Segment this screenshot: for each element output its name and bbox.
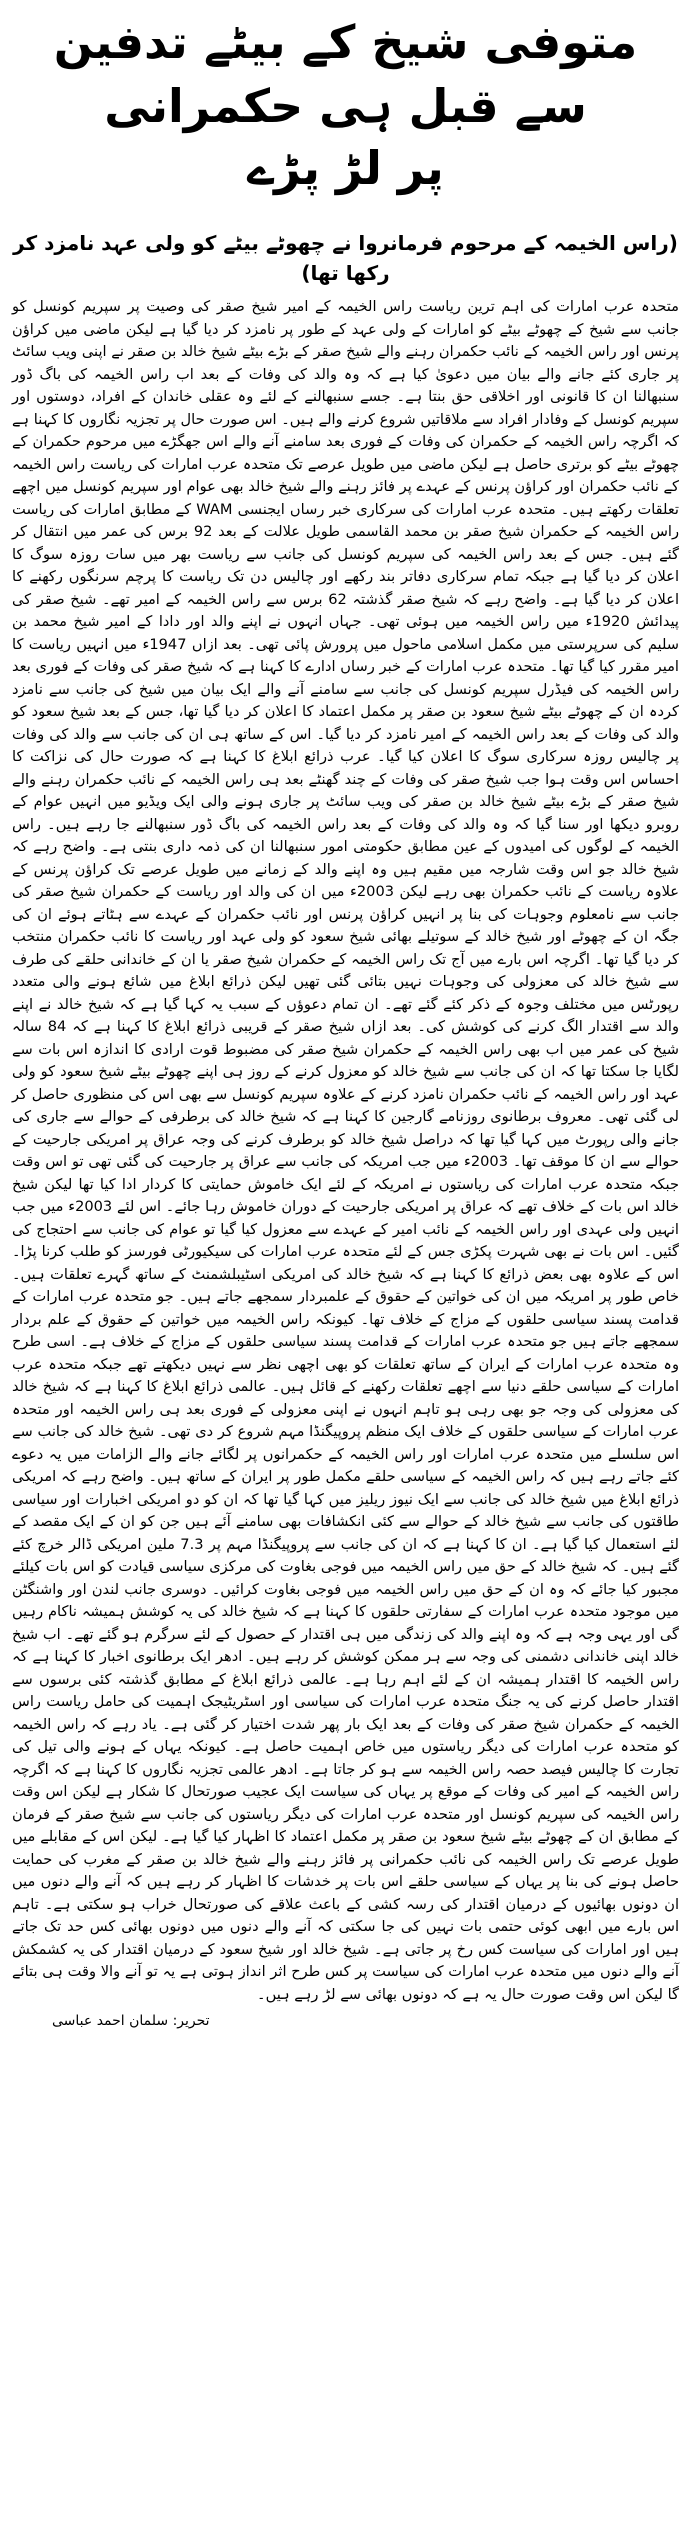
headline-line-1: متوفی شیخ کے بیٹے تدفین سے قبل ہی حکمرانی xyxy=(53,15,638,133)
article-paragraph: متحدہ عرب امارات کی اہم ترین ریاست راس الخیمہ کے امیر شیخ صقر کی وصیت پر سپریم کونسل کو جانب سے شیخ کے چھوٹے بیٹے کو امارات کے ولی عہد کے طور پر نامزد کر دیا گیا ہے لیکن ماضی میں کراؤن پرنس اور راس الخیمہ کے نائب حکمران رہنے والے شیخ صقر کے بڑے بیٹے شیخ خالد بن صقر نے اپنی ویب سائٹ پر جاری کئے جانے والے بیان میں دعویٰ کیا ہے کہ وہ والد کی وفات کے بعد اب راس الخیمہ کی باگ ڈور سنبھالنا ان کا قانونی اور اخلاقی حق بنتا ہے۔ جسے سنبھالنے کے لئے وہ عقلی خاندان کے افراد، دوستوں اور سپریم کونسل کے وفادار افراد سے ملاقاتیں شروع کرنے والے ہیں۔ اس صورت حال پر تجزیہ نگاروں کا کہنا ہے کہ اگرچہ راس الخیمہ کے حکمران کی وفات کے فوری بعد سامنے آنے والے اس جھگڑے میں مرحوم حکمران کے چھوٹے بیٹے کو برتری حاصل ہے لیکن ماضی میں طویل عرصے تک متحدہ عرب امارات کی ریاست راس الخیمہ کے نائب حکمران اور کراؤن پرنس کے عہدے پر فائز رہنے والے شیخ خالد بھی عوام اور سپریم کونسل میں اچھے تعلقات رکھتے ہیں۔ متحدہ عرب امارات کی سرکاری خبر رساں ایجنسی WAM کے مطابق امارات کی ریاست راس الخیمہ کے حکمران شیخ صقر بن محمد القاسمی طویل علالت کے بعد 92 برس کی عمر میں انتقال کر گئے ہیں۔ جس کے بعد راس الخیمہ کی سپریم کونسل کی جانب سے ریاست بھر میں سات روزہ سوگ کا اعلان کر دیا گیا ہے جبکہ تمام سرکاری دفاتر بند رکھے اور چالیس دن تک ریاست کا پرچم سرنگوں رکھنے کا اعلان کر دیا گیا ہے۔ واضح رہے کہ شیخ صقر گذشتہ 62 برس سے راس الخیمہ کے امیر تھے۔ شیخ صقر کی پیدائش 1920ء میں راس الخیمہ میں ہوئی تھی۔ جہاں انہوں نے اپنے والد اور دادا کے امیر شیخ محمد بن سلیم کی سرپرستی میں مکمل اسلامی ماحول میں پرورش پائی تھی۔ بعد ازاں 1947ء میں انہیں ریاست کا امیر مقرر کیا گیا تھا۔ متحدہ عرب امارات کے خبر رساں ادارے کا کہنا ہے کہ شیخ صقر کی وفات کے فوری بعد راس الخیمہ کی فیڈرل سپریم کونسل کی جانب سے سامنے آنے والے ایک بیان میں شیخ کی جانب سے نامزد کردہ ان کے چھوٹے بیٹے شیخ سعود بن صقر پر مکمل اعتماد کا اعلان کر دیا گیا تھا، جس کے بعد شیخ سعود کو والد کی وفات کے بعد راس الخیمہ کے امیر نامزد کر دیا گیا۔ اس کے ساتھ ہی ان کی جانب سے والد کی وفات پر چالیس روزہ سرکاری سوگ کا اعلان کیا گیا۔ عرب ذرائع ابلاغ کا کہنا ہے کہ صورت حال کی نزاکت کا احساس اس وقت ہوا جب شیخ صقر کی وفات کے چند گھنٹے بعد ہی راس الخیمہ کے نائب حکمران رہنے والے شیخ صقر کے بڑے بیٹے شیخ خالد بن صقر کی ویب سائٹ پر جاری ہونے والی ایک ویڈیو میں انہیں عوام کے روبرو دیکھا اور سنا گیا کہ وہ والد کی وفات کے بعد راس الخیمہ کی باگ ڈور سنبھالنے جا رہے ہیں۔ راس الخیمہ کے لوگوں کی امیدوں کے عین مطابق حکومتی امور سنبھالنا ان کی ذمہ داری بنتی ہے۔ واضح رہے کہ شیخ خالد جو اس وقت شارجہ میں مقیم ہیں وہ اپنے والد کے زمانے میں طویل عرصے تک کراؤن پرنس کے علاوہ ریاست کے نائب حکمران بھی رہے لیکن 2003ء میں ان کی والد اور ریاست کے حکمران شیخ صقر کی جانب سے نامعلوم وجوہات کی بنا پر انہیں کراؤن پرنس اور نائب حکمران کے عہدے سے ہٹاتے ہوئے ان کی جگہ ان کے چھوٹے اور شیخ خالد کے سوتیلے بھائی شیخ سعود کو ولی عہد اور ریاست کا نائب حکمران منتخب کر دیا گیا تھا۔ اگرچہ اس بارے میں آج تک راس الخیمہ کے حکمران شیخ صقر یا ان کے خاندانی حلقے کی طرف سے شیخ خالد کی معزولی کی وجوہات نہیں بتائی گئی تھیں لیکن ذرائع ابلاغ میں شائع ہونے والی متعدد رپورٹس میں مختلف وجوہ کے ذکر کئے گئے تھے۔ ان تمام دعوؤں کے سبب یہ کہا گیا ہے کہ شیخ خالد نے اپنے والد سے اقتدار الگ کرنے کی کوشش کی۔ بعد ازاں شیخ صقر کے قریبی ذرائع ابلاغ کا کہنا ہے کہ 84 سالہ شیخ کی عمر میں اب بھی راس الخیمہ کے حکمران شیخ صقر کی مضبوط قوت ارادی کا اندازہ اس بات سے لگایا جا سکتا تھا کہ ان کی جانب سے شیخ خالد کو معزول کرنے کے روز ہی اپنے چھوٹے بیٹے شیخ سعود کو ولی عہد اور راس الخیمہ کے نائب حکمران نامزد کرنے کے علاوہ سپریم کونسل سے بھی اس کی منظوری حاصل کر لی گئی تھی۔ معروف برطانوی روزنامے گارجین کا کہنا ہے کہ شیخ خالد کی برطرفی کے حوالے سے جاری کی جانے والی رپورٹ میں کہا گیا تھا کہ دراصل شیخ خالد کو برطرف کرنے کی وجہ عراق پر امریکی جارحیت کے حوالے سے ان کا موقف تھا۔ 2003ء میں جب امریکہ کی جانب سے عراق پر جارحیت کی گئی تھی تو اس وقت جبکہ متحدہ عرب امارات کی ریاستوں نے امریکہ کے لئے ایک خاموش حمایتی کا کردار ادا کیا تھا لیکن شیخ خالد اس بات کے خلاف تھے کہ عراق پر امریکی جارحیت کے دوران خاموش رہا جائے۔ اس لئے 2003ء میں جب انہیں ولی عہدی اور راس الخیمہ کے نائب امیر کے عہدے سے معزول کیا گیا تو عوام کی جانب سے احتجاج کی گئیں۔ اس بات نے بھی شہرت پکڑی جس کے لئے متحدہ عرب امارات کی سیکیورٹی فورسز کو طلب کرنا پڑا۔ اس کے علاوہ بھی بعض ذرائع کا کہنا ہے کہ شیخ خالد کی امریکی اسٹیبلشمنٹ کے ساتھ گہرے تعلقات ہیں۔ خاص طور پر امریکہ میں ان کی خواتین کے حقوق کے علمبردار سمجھے جاتے ہیں۔ جو متحدہ عرب امارات کے قدامت پسند سیاسی حلقوں کے مزاج کے خلاف تھا۔ کیونکہ راس الخیمہ میں خواتین کے حقوق کے علم بردار سمجھے جاتے ہیں جو متحدہ عرب امارات کے قدامت پسند سیاسی حلقوں کے مزاج کے خلاف ہے۔ اسی طرح وہ متحدہ عرب امارات کے ایران کے ساتھ تعلقات کو بھی اچھی نظر سے نہیں دیکھتے تھے جبکہ متحدہ عرب امارات کے سیاسی حلقے دنیا سے اچھے تعلقات رکھنے کے قائل ہیں۔ عالمی ذرائع ابلاغ کا کہنا ہے کہ شیخ خالد کی معزولی کی وجہ جو بھی رہی ہو تاہم انہوں نے اپنی معزولی کے فوری بعد ہی راس الخیمہ اور متحدہ عرب امارات کے سیاسی حلقوں کے خلاف ایک منظم پروپیگنڈا مہم شروع کر دی تھی۔ شیخ خالد کی جانب سے اس سلسلے میں متحدہ عرب امارات اور راس الخیمہ کے حکمرانوں پر لگائے جانے والے الزامات میں یہ دعوے کئے جاتے رہے ہیں کہ راس الخیمہ کے سیاسی حلقے مکمل طور پر ایران کے ساتھ ہیں۔ واضح رہے کہ امریکی ذرائع ابلاغ میں شیخ خالد کی جانب سے ایک نیوز ریلیز میں کہا گیا تھا کہ ان کو دو امریکی اخبارات اور سیاسی طاقتوں کی جانب سے شیخ خالد کے حوالے سے کئی انکشافات بھی سامنے آئے ہیں جن کو ان کے ایک مقصد کے لئے استعمال کیا گیا ہے۔ ان کا کہنا ہے کہ ان کی جانب سے پروپیگنڈا مہم پر 7.3 ملین امریکی ڈالر خرچ کئے گئے ہیں۔ کہ شیخ خالد کے حق میں راس الخیمہ میں فوجی بغاوت کی مرکزی سیاسی قیادت کو اس بات کیلئے مجبور کیا جائے کہ وہ ان کے حق میں راس الخیمہ میں فوجی بغاوت کرائیں۔ دوسری جانب لندن اور واشنگٹن میں موجود متحدہ عرب امارات کے سفارتی حلقوں کا کہنا ہے کہ شیخ خالد کی یہ کوشش ہمیشہ ناکام رہیں گی اور یہی وجہ ہے کہ وہ اپنے والد کی زندگی میں ہی اقتدار کے حصول کے لئے سرگرم ہو گئے تھے۔ اب شیخ خالد اپنی خاندانی دشمنی کی وجہ سے ہر ممکن کوشش کر رہے ہیں۔ ادھر ایک برطانوی اخبار کا کہنا ہے کہ راس الخیمہ کا اقتدار ہمیشہ ان کے لئے اہم رہا ہے۔ عالمی ذرائع ابلاغ کے مطابق گذشتہ کئی برسوں سے اقتدار حاصل کرنے کی یہ جنگ متحدہ عرب امارات کی سیاسی اور اسٹریٹیجک اہمیت کی حامل ریاست راس الخیمہ کے حکمران شیخ صقر کی وفات کے بعد ایک بار پھر شدت اختیار کر گئی ہے۔ یاد رہے کہ راس الخیمہ کو متحدہ عرب امارات کی دیگر ریاستوں میں خاص اہمیت حاصل ہے۔ کیونکہ یہاں کے ہونے والی تیل کی تجارت کا چالیس فیصد حصہ راس الخیمہ سے ہو کر جاتا ہے۔ ادھر عالمی تجزیہ نگاروں کا کہنا ہے کہ اگرچہ راس الخیمہ کے امیر کی وفات کے موقع پر یہاں کی سیاست ایک عجیب صورتحال کا شکار ہے لیکن اس وقت راس الخیمہ کی سپریم کونسل اور متحدہ عرب امارات کی دیگر ریاستوں کی جانب سے شیخ صقر کے فرمان کے مطابق ان کے چھوٹے بیٹے شیخ سعود بن صقر پر مکمل اعتماد کا اظہار کیا گیا ہے۔ لیکن اس کے مقابلے میں طویل عرصے تک راس الخیمہ کی نائب حکمرانی پر فائز رہنے والے شیخ خالد بن صقر کے مغرب کی حمایت حاصل ہونے کی بنا پر یہاں کے سیاسی حلقے اس بات پر خدشات کا اظہار کر رہے ہیں کہ آنے والے دنوں میں ان دونوں بھائیوں کے درمیان اقتدار کی رسہ کشی کے باعث علاقے کی صورتحال خراب ہو سکتی ہے۔ تاہم اس بارے میں ابھی کوئی حتمی بات نہیں کی جا سکتی کہ آنے والے دنوں میں دونوں بھائی کس حد تک جاتے ہیں اور امارات کی سیاست کس رخ پر جاتی ہے۔ شیخ خالد اور شیخ سعود کے درمیان اقتدار کی یہ کشمکش آنے والے دنوں میں متحدہ عرب امارات کی سیاست پر کس طرح اثر انداز ہوتی ہے یہ تو آنے والا وقت ہی بتائے گا لیکن اس وقت صورت حال یہ ہے کہ دونوں بھائی سے لڑ رہے ہیں۔ xyxy=(12,298,680,2003)
byline: تحریر: سلمان احمد عباسی xyxy=(52,2013,210,2029)
headline-line-2: پر لڑ پڑے xyxy=(247,141,444,195)
article-body xyxy=(12,296,679,2006)
subheadline: (راس الخیمہ کے مرحوم فرمانروا نے چھوٹے بیٹے کو ولی عہد نامزد کر رکھا تھا) xyxy=(13,231,678,285)
